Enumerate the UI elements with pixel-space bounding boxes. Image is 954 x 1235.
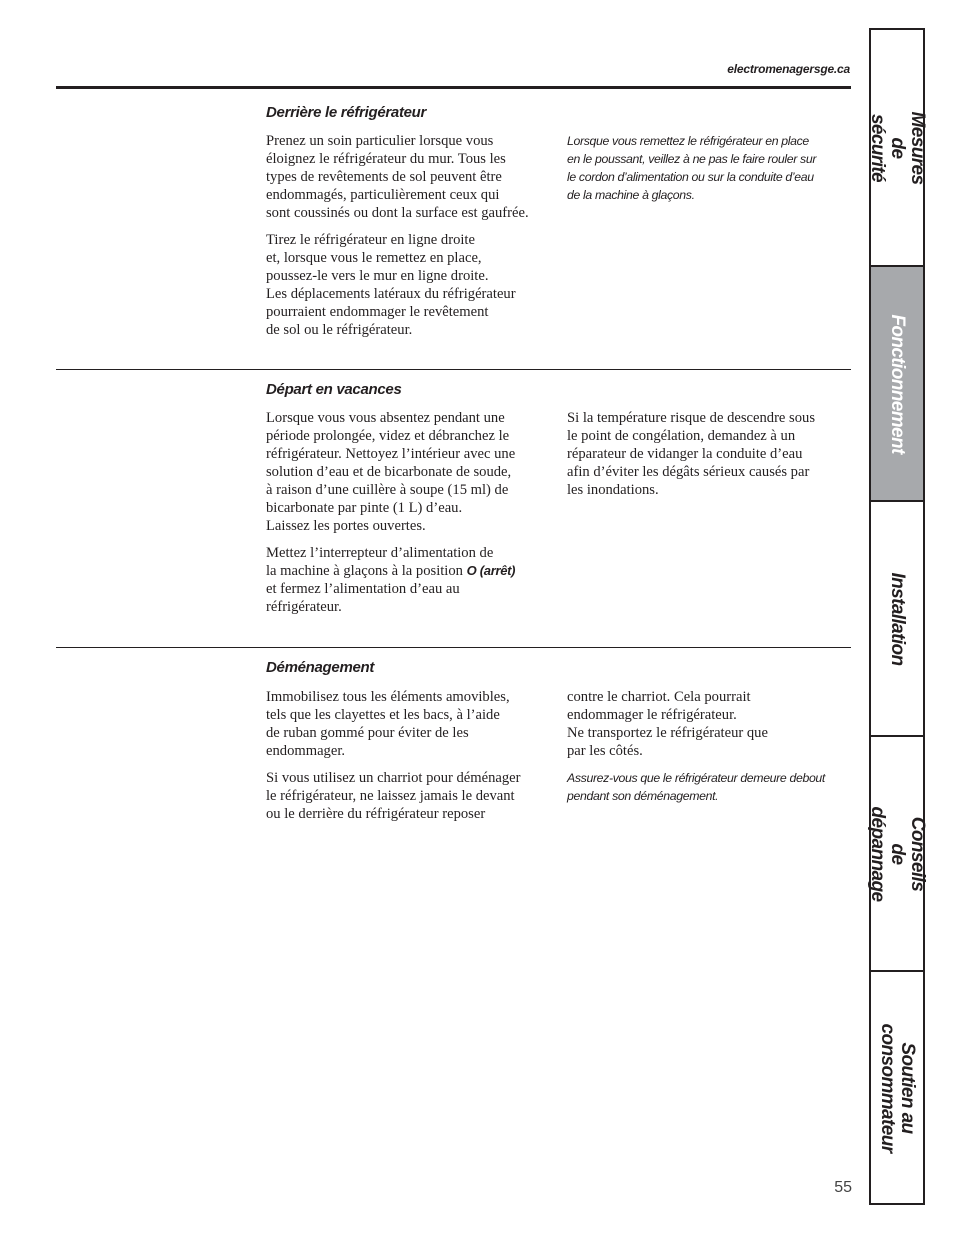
paragraph: Si la température risque de descendre sous le point de congélation, demandez à un réparateur de vidanger la conduite d’eau afin d’éviter les dégâts sérieux causés par les inondations. (567, 410, 816, 498)
paragraph: Si vous utilisez un charriot pour déménager le réfrigérateur, ne laissez jamais le devant ou le derrière du réfrigérateur reposer (266, 770, 521, 822)
tab-mesures-de-securite[interactable] (867, 30, 928, 265)
off-position-label: O (arrêt) (466, 563, 516, 578)
section-vacation-left (266, 409, 556, 625)
section-divider (56, 647, 851, 648)
tab-label: Installation (887, 571, 908, 666)
tab-label: Mesures de sécurité (867, 111, 928, 184)
section-moving-left (266, 688, 556, 832)
paragraph: Lorsque vous vous absentez pendant une période prolongée, videz et débranchez le réfrigérateur. Nettoyez l’intérieur avec une solution d’eau et de bicarbonate de soude, à raison d’une cuillère à soupe (15 ml) de bicarbonate par pinte (1 L) d’eau. Laissez les portes ouvertes. (266, 410, 516, 534)
section-tabs (867, 28, 928, 1205)
paragraph: Prenez un soin particulier lorsque vous éloignez le réfrigérateur du mur. Tous les types de revêtements de sol peuvent être endommagés, particulièrement ceux qui sont coussinés ou dont la surface est gaufrée. (266, 133, 529, 221)
text-run: et fermez l’alimentation d’eau au réfrigérateur. (266, 581, 460, 615)
top-rule (56, 86, 851, 89)
tab-conseils-de-depannage[interactable] (867, 735, 928, 970)
tab-label: Soutien au consommateur (877, 1022, 918, 1153)
section-heading-vacation: Départ en vacances (266, 381, 402, 398)
section-divider (56, 369, 851, 370)
site-url: electromenagersge.ca (727, 62, 850, 76)
tab-fonctionnement[interactable] (871, 265, 923, 500)
tab-label: Conseils de dépannage (867, 806, 928, 901)
text-run: Mettez l’interrepteur d’alimentation de la machine à glaçons à la position (266, 545, 494, 579)
caution-note: Assurez-vous que le réfrigérateur demeure debout pendant son déménagement. (567, 771, 825, 803)
section-behind-fridge-right (567, 132, 852, 213)
paragraph: Tirez le réfrigérateur en ligne droite et, lorsque vous le remettez en place, poussez-le vers le mur en ligne droite. Les déplacements latéraux du réfrigérateur pourraient endommager le revêtement de sol ou le réfrigérateur. (266, 232, 516, 338)
tab-soutien-au-consommateur[interactable] (871, 970, 923, 1203)
tab-installation[interactable] (871, 500, 923, 735)
section-vacation-right (567, 409, 852, 508)
page-number: 55 (834, 1179, 852, 1196)
paragraph: Immobilisez tous les éléments amovibles, tels que les clayettes et les bacs, à l’aide de ruban gommé pour éviter de les endommager. (266, 689, 510, 759)
paragraph: contre le charriot. Cela pourrait endommager le réfrigérateur. Ne transportez le réfrigérateur que par les côtés. (567, 689, 768, 759)
section-behind-fridge-left (266, 132, 556, 348)
section-heading-behind-fridge: Derrière le réfrigérateur (266, 104, 427, 121)
tab-label: Fonctionnement (887, 313, 908, 454)
paragraph (266, 544, 556, 616)
section-moving-right (567, 688, 852, 814)
caution-note: Lorsque vous remettez le réfrigérateur en place en le poussant, veillez à ne pas le faire rouler sur le cordon d’alimentation ou sur la conduite d’eau de la machine à glaçons. (567, 134, 817, 202)
section-heading-moving: Déménagement (266, 659, 375, 676)
